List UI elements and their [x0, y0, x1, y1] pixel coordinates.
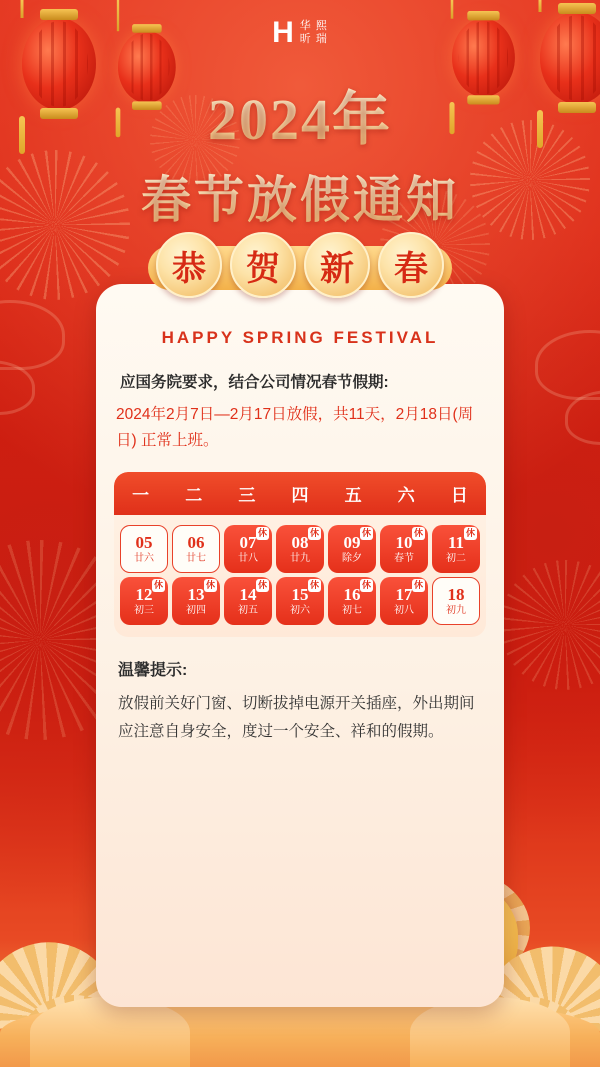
company-logo — [0, 18, 600, 48]
calendar-day-number: 17 — [395, 585, 413, 604]
tips-body: 放假前关好门窗、切断拔掉电源开关插座，外出期间应注意自身安全，度过一个安全、祥和的假期。 — [118, 695, 475, 740]
calendar-day — [328, 577, 376, 625]
calendar-day-lunar: 初六 — [290, 605, 310, 616]
cloud-decor — [0, 300, 65, 370]
weekday-fri: 五 — [344, 486, 362, 505]
rest-day-flag: 休 — [361, 528, 371, 538]
page-title — [0, 72, 600, 232]
calendar-day — [224, 577, 272, 625]
rest-day-flag: 休 — [465, 528, 475, 538]
calendar-day-number: 06 — [187, 533, 205, 552]
rest-day-flag: 休 — [257, 580, 267, 590]
rest-day-flag: 休 — [309, 528, 319, 538]
calendar-day — [432, 525, 480, 573]
calendar-day-number: 14 — [239, 585, 257, 604]
rest-day-flag: 休 — [205, 580, 215, 590]
tips-title: 温馨提示: — [118, 662, 188, 679]
calendar-day — [276, 525, 324, 573]
greeting-badge — [0, 232, 600, 298]
calendar-day — [380, 525, 428, 573]
greeting-char-1: 恭 — [156, 232, 222, 298]
calendar-day-lunar: 廿八 — [238, 553, 258, 564]
calendar-day-lunar: 初二 — [446, 553, 466, 564]
weekday-wed: 三 — [238, 486, 256, 505]
title-year: 2024年 — [0, 72, 600, 156]
rest-day-flag: 休 — [413, 580, 423, 590]
calendar-day-lunar: 廿七 — [186, 553, 206, 564]
calendar-day-number: 05 — [135, 533, 153, 552]
calendar-day — [276, 577, 324, 625]
weekday-sun: 日 — [450, 486, 468, 505]
calendar-day — [120, 525, 168, 573]
rest-day-flag: 休 — [257, 528, 267, 538]
calendar-day — [172, 525, 220, 573]
calendar-day-grid — [114, 515, 486, 625]
calendar-day-number: 11 — [447, 533, 465, 552]
notice-detail: 2024年2月7日—2月17日放假，共11天，2月18日(周日) 正常上班。 — [116, 406, 474, 449]
rest-day-flag: 休 — [153, 580, 163, 590]
logo-text-line1: 华 熙 — [299, 20, 328, 32]
calendar-day-lunar: 初四 — [186, 605, 206, 616]
holiday-calendar — [114, 472, 486, 637]
calendar-day-lunar: 除夕 — [342, 553, 362, 564]
rest-day-flag: 休 — [309, 580, 319, 590]
rest-day-flag: 休 — [413, 528, 423, 538]
weekday-mon: 一 — [132, 486, 150, 505]
rest-day-flag: 休 — [361, 580, 371, 590]
calendar-day-number: 10 — [395, 533, 413, 552]
notice-card — [96, 284, 504, 1007]
calendar-day — [172, 577, 220, 625]
calendar-day-number: 16 — [343, 585, 361, 604]
calendar-day-number: 07 — [239, 533, 257, 552]
calendar-day-lunar: 初五 — [238, 605, 258, 616]
title-main: 春节放假通知 — [0, 160, 600, 232]
logo-mark-icon: H — [272, 16, 294, 49]
logo-text-line2: 昕 瑞 — [299, 33, 328, 45]
calendar-day-number: 08 — [291, 533, 309, 552]
calendar-day-lunar: 廿九 — [290, 553, 310, 564]
calendar-day-number: 09 — [343, 533, 361, 552]
calendar-day-number: 13 — [187, 585, 205, 604]
notice-lead: 应国务院要求，结合公司情况春节假期: — [120, 374, 389, 391]
calendar-day — [224, 525, 272, 573]
greeting-char-3: 新 — [304, 232, 370, 298]
subtitle-english: HAPPY SPRING FESTIVAL — [161, 328, 439, 347]
calendar-day — [432, 577, 480, 625]
calendar-weekday-header — [114, 472, 486, 515]
calendar-day-number: 15 — [291, 585, 309, 604]
calendar-day-lunar: 初七 — [342, 605, 362, 616]
calendar-day-lunar: 春节 — [394, 553, 414, 564]
calendar-day — [120, 577, 168, 625]
greeting-char-2: 贺 — [230, 232, 296, 298]
weekday-tue: 二 — [185, 486, 203, 505]
calendar-day-number: 12 — [135, 585, 153, 604]
calendar-day-lunar: 廿六 — [134, 553, 154, 564]
firework-decor — [500, 560, 600, 690]
calendar-day — [328, 525, 376, 573]
calendar-day-number: 18 — [447, 585, 465, 604]
calendar-day-lunar: 初三 — [134, 605, 154, 616]
weekday-sat: 六 — [397, 486, 415, 505]
calendar-day-lunar: 初九 — [446, 605, 466, 616]
greeting-char-4: 春 — [378, 232, 444, 298]
calendar-day-lunar: 初八 — [394, 605, 414, 616]
weekday-thu: 四 — [291, 486, 309, 505]
cloud-decor — [535, 330, 600, 400]
calendar-day — [380, 577, 428, 625]
